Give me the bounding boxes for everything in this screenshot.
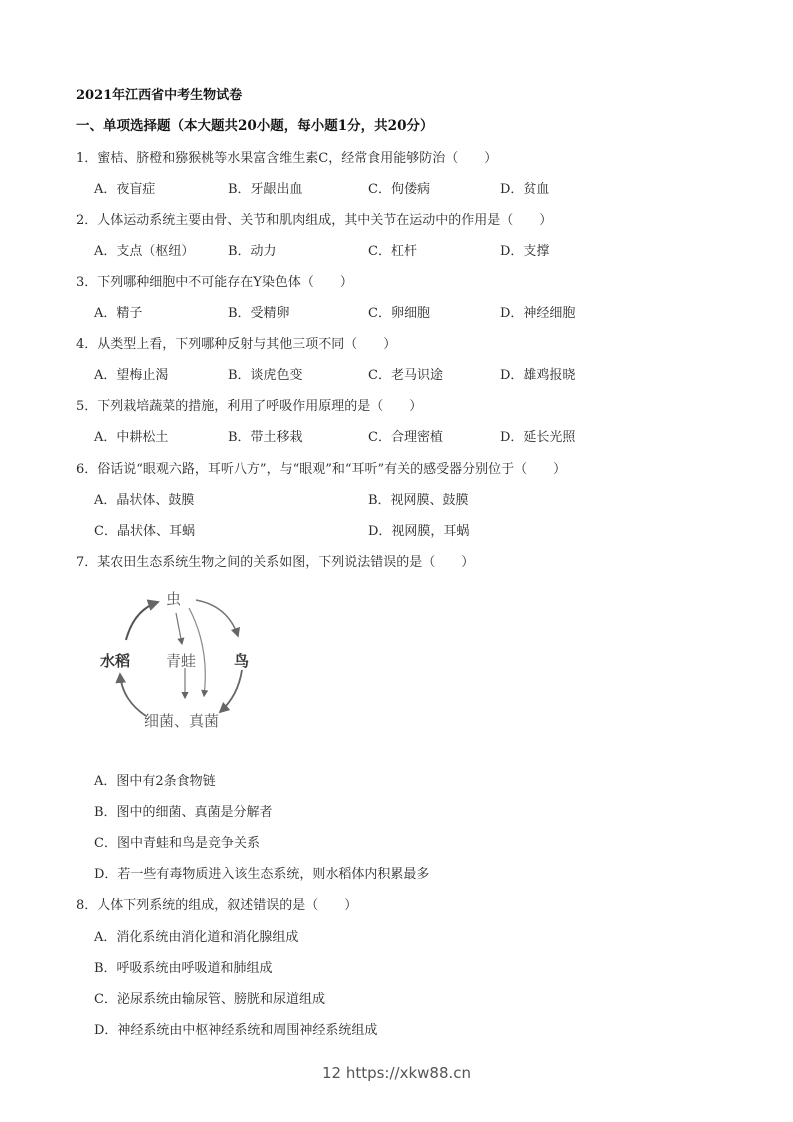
question-5-option-a: A．中耕松土 xyxy=(94,430,169,445)
question-5-option-c: C．合理密植 xyxy=(368,430,443,445)
question-6-option-c: C．晶状体、耳蜗 xyxy=(94,524,195,539)
question-3-option-d: D．神经细胞 xyxy=(500,306,576,321)
question-3-stem: 3．下列哪种细胞中不可能存在Y染色体（ ） xyxy=(76,275,353,290)
node-frog: 青蛙 xyxy=(166,652,197,670)
question-3-option-a: A．精子 xyxy=(94,306,143,321)
question-7-option-c: C．图中青蛙和鸟是竞争关系 xyxy=(94,836,260,851)
page-footer: 12 https://xkw88.cn xyxy=(321,1064,472,1082)
question-1-option-b: B．牙龈出血 xyxy=(228,182,303,197)
node-decomposer: 细菌、真菌 xyxy=(144,712,220,730)
question-4-stem: 4．从类型上看，下列哪种反射与其他三项不同（ ） xyxy=(76,337,397,352)
question-5-stem: 5．下列栽培蔬菜的措施，利用了呼吸作用原理的是（ ） xyxy=(76,399,423,414)
question-3-option-b: B．受精卵 xyxy=(228,306,290,321)
section-heading: 一、单项选择题（本大题共20小题，每小题1分，共20分） xyxy=(76,118,434,134)
question-2-stem: 2．人体运动系统主要由骨、关节和肌肉组成，其中关节在运动中的作用是（ ） xyxy=(76,213,553,228)
question-7-option-a: A．图中有2条食物链 xyxy=(94,774,216,789)
node-rice: 水稻 xyxy=(100,652,131,670)
question-2-option-c: C．杠杆 xyxy=(368,244,417,259)
food-web-diagram xyxy=(96,588,256,738)
question-5-option-d: D．延长光照 xyxy=(500,430,576,445)
question-6-stem: 6．俗话说“眼观六路，耳听八方”，与“眼观”和“耳听”有关的感受器分别位于（ ） xyxy=(76,462,567,477)
question-6-option-a: A．晶状体、鼓膜 xyxy=(94,493,195,508)
question-7-option-b: B．图中的细菌、真菌是分解者 xyxy=(94,805,273,820)
question-2-option-d: D．支撑 xyxy=(500,244,550,259)
question-1-stem: 1．蜜桔、脐橙和猕猴桃等水果富含维生素C，经常食用能够防治（ ） xyxy=(76,151,498,166)
question-8-option-d: D．神经系统由中枢神经系统和周围神经系统组成 xyxy=(94,1023,378,1038)
question-1-option-a: A．夜盲症 xyxy=(94,182,156,197)
question-4-option-b: B．谈虎色变 xyxy=(228,368,303,383)
question-1-option-d: D．贫血 xyxy=(500,182,550,197)
question-7-stem: 7．某农田生态系统生物之间的关系如图，下列说法错误的是（ ） xyxy=(76,555,475,570)
question-3-option-c: C．卵细胞 xyxy=(368,306,430,321)
question-4-option-d: D．雄鸡报晓 xyxy=(500,368,576,383)
question-4-option-a: A．望梅止渴 xyxy=(94,368,169,383)
question-4-option-c: C．老马识途 xyxy=(368,368,443,383)
question-2-option-a: A．支点（枢纽） xyxy=(94,244,195,259)
question-8-option-c: C．泌尿系统由输尿管、膀胱和尿道组成 xyxy=(94,992,325,1007)
question-8-option-a: A．消化系统由消化道和消化腺组成 xyxy=(94,930,299,945)
question-8-stem: 8．人体下列系统的组成，叙述错误的是（ ） xyxy=(76,898,358,913)
exam-title: 2021年江西省中考生物试卷 xyxy=(76,88,243,103)
question-7-option-d: D．若一些有毒物质进入该生态系统，则水稻体内积累最多 xyxy=(94,867,430,882)
question-8-option-b: B．呼吸系统由呼吸道和肺组成 xyxy=(94,961,273,976)
question-5-option-b: B．带土移栽 xyxy=(228,430,303,445)
node-bird: 鸟 xyxy=(234,652,250,670)
question-1-option-c: C．佝偻病 xyxy=(368,182,430,197)
question-6-option-d: D．视网膜，耳蜗 xyxy=(368,524,470,539)
question-2-option-b: B．动力 xyxy=(228,244,277,259)
node-insect: 虫 xyxy=(166,590,182,608)
question-6-option-b: B．视网膜、鼓膜 xyxy=(368,493,469,508)
